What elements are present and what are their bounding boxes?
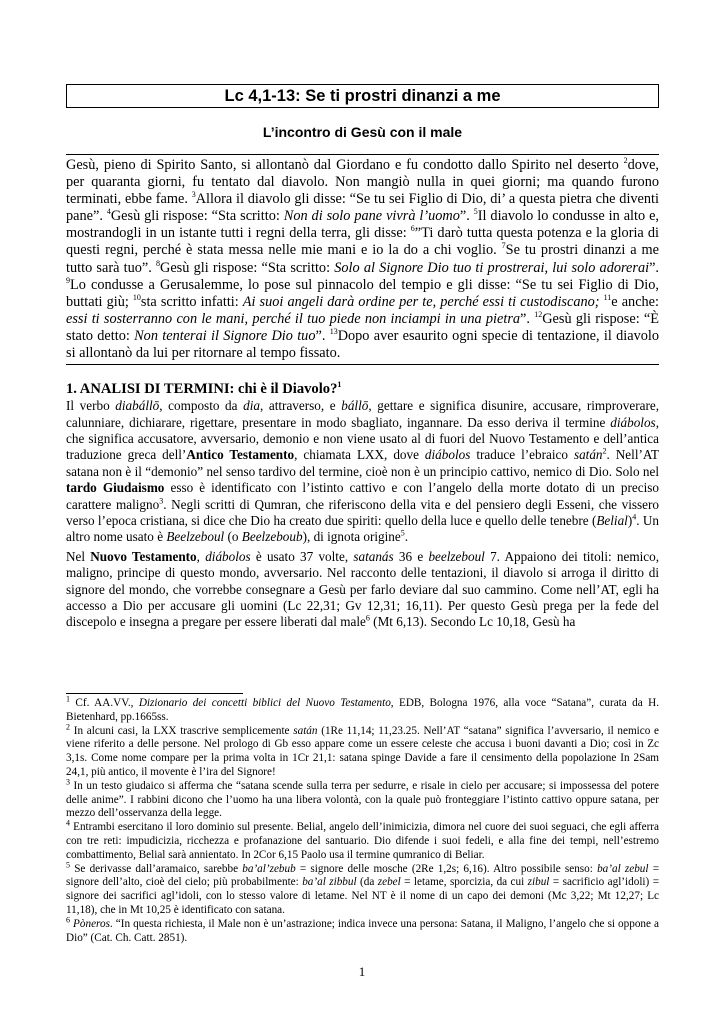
italic-run: Non tenterai il Signore Dio tuo [134,327,316,344]
text-run: (o [224,529,242,545]
text-run: traduce l’ebraico [470,447,574,463]
bold-run: Antico Testamento [186,447,295,463]
text-run: . Negli scritti di Qumran, che riferiscono della vita e del pensiero degli Esseni, che vissero verso l’epoca cristiana, si dice che Dio ha creato due spiriti: quello della luce e quello delle tenebre ( [66,496,659,528]
text-run: ) [627,512,633,528]
italic-run: satanás [353,548,394,564]
text-run: dove, per quaranta giorni, fu tentato dal diavolo. Non mangiò nulla in quei giorni; ma quando furono terminati, ebbe fame. [66,157,659,208]
text-run: Gesù gli rispose: “Sta scritto: [160,259,335,276]
text-run: 36 e [393,548,429,564]
italic-run: ba’al’zebub [242,862,296,875]
italic-run: diábolos [610,414,656,430]
text-run: Gesù, pieno di Spirito Santo, si allontanò dal Giordano e fu condotto dallo Spirito nel deserto [66,157,624,173]
italic-run: zebel [377,876,401,889]
footnote-ref: 9 [66,275,70,285]
document-page [66,84,659,631]
italic-run: diábolos [424,447,471,463]
text-run: = signore dell’alto, cioè del cielo; più probabilmente: [66,862,660,889]
page-subtitle: L’incontro di Gesù con il male [262,124,463,140]
text-run: (da [356,876,378,889]
footnote [66,818,659,862]
footnote-ref: 7 [501,241,506,251]
footnote-ref: 6 [410,224,415,234]
body-paragraph [66,549,659,631]
text-run: , che significa accusatore, avversario, demonio e non viene usato al di fuori del Nuovo Testamento e dell’antica traduzione greca dell’ [66,414,659,463]
text-run: In un testo giudaico si afferma che “satana scende sulla terra per sedurre, e risale in cielo per accusare; si impossessa del potere delle anime”. I rabbini dicono che l’uomo ha una libera volontà, con la quale può fronteggiare l’istinto cattivo oppure satana, per mezzo dell’osservanza della legge. [66,779,659,820]
footnote-ref: 4 [106,207,111,217]
text-run: Dopo aver esaurito ogni specie di tentazione, il diavolo si allontanò da lui per ritornare al tempo fissato. [66,327,659,362]
gospel-passage [66,154,659,365]
text-run: è usato 37 volte, [250,548,354,564]
text-run: ”. [520,310,535,327]
page-number: 1 [358,964,366,979]
text-run: sta scritto infatti: [140,293,243,310]
italic-run: bállō [341,398,369,414]
text-run: , composto da [159,398,244,414]
text-run: , chiamata LXX, dove [294,447,425,463]
page-title: Lc 4,1-13: Se ti prostri dinanzi a me [66,84,659,108]
italic-run: beelzeboul [428,548,485,564]
italic-run: diabállō [115,398,160,414]
footnote-ref: 2 [66,721,70,731]
text-run: . Nell’AT satana non è il “demonio” nel senso tardivo del termine, cioè non è un principio cattivo, nemico di Dio. Solo nel [66,447,659,479]
italic-run: zibul [527,876,550,889]
text-run: Il verbo [66,398,116,414]
text-run: = letame, sporcizia, da cui [400,876,528,889]
text-run: Se tu prostri dinanzi a me tutto sarà tuo”. [66,242,659,276]
footnote-ref: 13 [329,327,338,337]
text-run: ”. [459,208,474,225]
text-run: Entrambi esercitano il loro dominio sul presente. Belial, angelo dell’inimicizia, dimora nel cuore dei suoi seguaci, che egli afferra con tre reti: impudicizia, ricchezza e profanazione del santuario. Dio difende i suoi fedeli, e alla fine dei tempi, nell’estremo combattimento, Belial sarà annientato. In 2Cor 6,15 Paolo usa il termine qumranico di Beliar. [66,821,659,861]
footnote [66,859,660,918]
footnote-ref: 11 [603,292,612,302]
body-paragraph [66,398,659,546]
footnotes [66,694,660,945]
text-run: 7. Appaiono dei titoli: nemico, maligno, principe di questo mondo, avversario. Nel racconto delle tentazioni, il diavolo si arroga il diritto di signore del mondo, che vorrebbe consegnare a Gesù per farlo deviare dal suo cammino. Come nell’AT, egli ha accesso a Dio per accusare gli uomini (Lc 22,31; Gv 12,31; 16,11). Per questo Gesù prega per la fede del discepolo e insegna a pregare per essere liberati dal male [66,548,660,630]
footnote [66,777,659,821]
footnote-ref: 1 [66,694,70,704]
italic-run: satán [293,724,318,737]
bold-run: Nuovo Testamento [90,548,197,564]
text-run: , EDB, Bologna 1976, alla voce “Satana”, curata da H. Bietenhard, pp.1665ss. [66,697,659,723]
text-run: Gesù gli rispose: “È stato detto: [66,310,659,344]
text-run: Il diavolo lo condusse in alto e, mostrandogli in un istante tutti i regni della terra, gli disse: [66,208,659,242]
text-run: Gesù gli rispose: “Sta scritto: [110,208,284,225]
italic-run: ba’al zebul [597,862,649,875]
italic-run: Beelzeboul [166,529,225,545]
text-run: Allora il diavolo gli disse: “Se tu sei Figlio di Dio, di’ a questa pietra che diventi pane”. [66,191,659,225]
text-run: Lo condusse a Gerusalemme, lo pose sul pinnacolo del tempio e gli disse: “Se tu sei Figlio di Dio, buttati giù; [66,276,659,310]
text-run: , gettare e significa disunire, accusare, rimproverare, calunniare, dichiarare, rigettare, presentare in modo sbagliato, ingannare. Da esso deriva il termine [66,398,659,430]
footnote [66,915,659,946]
italic-run: Beelzeboub [241,529,303,545]
footnote-ref: 8 [156,258,160,268]
italic-run: dia [243,398,260,414]
text-run: . Un altro nome usato è [66,512,659,545]
footnote-ref: 5 [66,859,70,869]
text-run: (1Re 11,14; 11,23.25. Nell’AT “satana” significa l’avversario, il nemico e viene riferito a delle persone. Nel prologo di Gb esso appare come un essere celeste che accusa i buoni davanti a Dio; così in Zc 3,1s. Come nome compare per la prima volta in 1Cr 21,1: satana spinge Davide a fare il censimento della popolazione In 2Sam 24,1, più antico, il movente è l’ira del Signore! [66,724,659,778]
italic-run: Dizionario dei concetti biblici del Nuovo Testamento [138,697,391,709]
italic-run: Non di solo pane vivrà l’uomo [283,208,460,225]
footnote-ref: 3 [191,190,196,200]
footnote-ref: 2 [602,446,607,456]
text-run: Nel [66,548,91,564]
text-run: (Mt 6,13). Secondo Lc 10,18, Gesù ha [369,614,576,630]
text-run: . “In questa richiesta, il Male non è un’astrazione; indica invece una persona: Satana, il Maligno, l’angelo che si oppone a Dio” (Cat. Ch. Catt. 2851). [66,917,659,944]
italic-run: diábolos [205,548,251,564]
text-run: Se derivasse dall’aramaico, sarebbe [70,862,243,875]
italic-run: Belial [596,512,628,528]
text-run: In alcuni casi, la LXX trascrive semplicemente [70,724,294,737]
footnote-ref: 5 [400,528,405,538]
text-run: , [196,548,206,564]
footnote [66,721,659,780]
italic-run: Solo al Signore Dio tuo ti prostrerai, lui solo adorerai [334,259,650,276]
text-run: ”Ti darò tutta questa potenza e la gloria di questi regni, perché è stata messa nelle mie mani e io la do a chi voglio. [66,225,659,259]
footnote-ref: 4 [66,818,70,828]
section-heading [66,380,659,398]
text-run: = sacrificio agl’idoli) = signore dei sacrifici agl’idoli, con lo stesso valore di letame. Nel NT è il nome di un capo dei demoni (Mc 3,22; Mt 12,27; Lc 11,18), che in Mt 10,25 è identificato con satana. [66,876,660,916]
text-run: . [404,529,409,545]
footnote-ref: 3 [159,496,164,506]
footnote-ref: 10 [132,292,141,302]
footnote-ref: 6 [365,614,370,624]
footnote-ref: 6 [66,915,70,925]
text-run: esso è identificato con l’istinto cattivo e con l’angelo della morte dotato di un preciso carattere maligno [66,480,659,512]
footnote-ref: 12 [534,310,543,320]
footnote-ref: 2 [623,156,628,166]
footnote-ref: 4 [632,512,637,522]
italic-run: Pòneros [73,917,110,930]
footnote-ref: 5 [473,207,478,217]
section-heading-text: 1. ANALISI DI TERMINI: chi è il Diavolo? [66,381,338,398]
italic-run: essi ti sosterranno con le mani, perché il tuo piede non inciampi in una pietra [66,310,521,327]
text-run: , attraverso, e [259,398,342,414]
footnote-ref: 1 [337,380,342,390]
italic-run: satán [573,447,603,463]
text-run: = signore delle mosche (2Re 1,2s; 6,16). Altro possibile senso: [295,862,598,875]
text-run: ”. [649,259,659,276]
footnote-ref: 3 [66,777,70,787]
text-run: ”. [315,327,330,344]
text-run: Cf. AA.VV., [70,697,139,709]
italic-run: Ai suoi angeli darà ordine per te, perché essi ti custodiscano; [242,293,604,310]
text-run: e anche: [611,293,660,310]
italic-run: ba’al zibbul [302,876,357,889]
footnote [66,694,659,725]
text-run: ), di ignota origine [302,529,401,545]
bold-run: tardo Giudaismo [66,480,165,496]
footnote-separator [66,693,243,694]
